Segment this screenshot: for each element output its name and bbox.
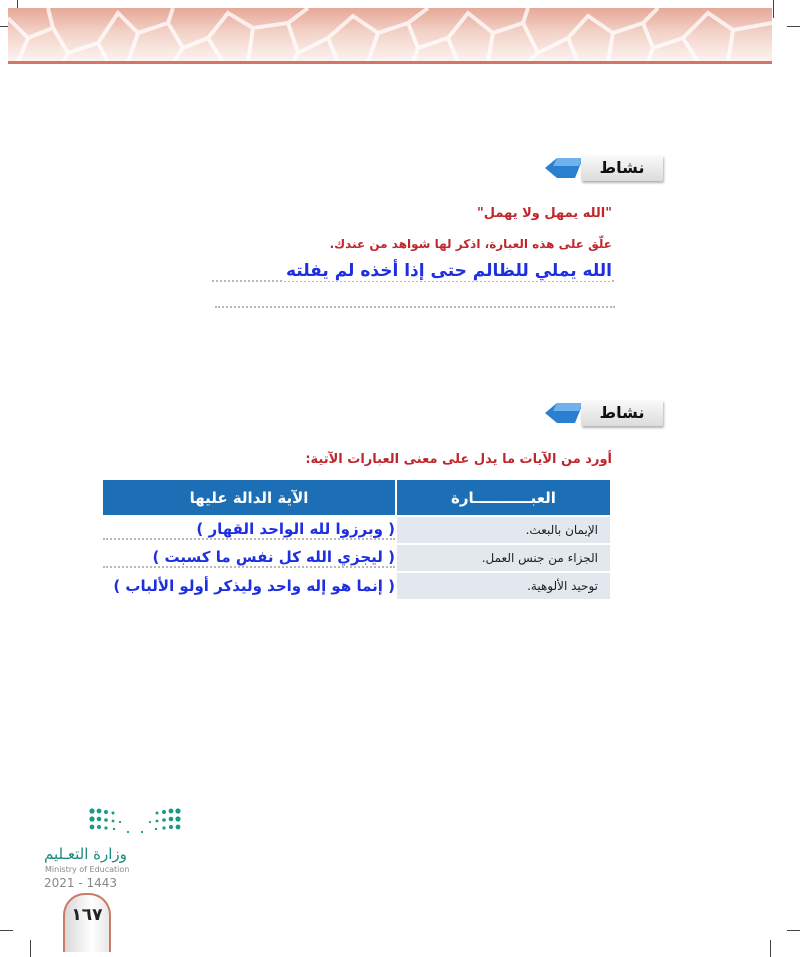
table-row <box>103 545 610 571</box>
activity-badge-label: نشاط <box>581 400 663 426</box>
page-number: ١٦٧ <box>71 905 103 925</box>
quote-text: "الله يمهل ولا يهمل" <box>477 206 612 221</box>
activity-badge <box>543 400 663 426</box>
ministry-name-ar: وزارة التعـليم <box>44 845 127 863</box>
blue-arrow-icon <box>545 403 583 423</box>
verse-cell <box>103 517 395 543</box>
column-header-verse: الآية الدالة عليها <box>103 480 395 515</box>
crop-mark <box>787 930 800 931</box>
table-row <box>103 573 610 599</box>
activity-badge <box>543 155 663 181</box>
crop-mark <box>770 940 771 957</box>
crop-mark <box>773 0 774 18</box>
phrase-cell: الإيمان بالبعث. <box>397 517 610 543</box>
crop-mark <box>0 930 13 931</box>
table-header-row <box>103 480 610 515</box>
verse-text: ( وبرزوا لله الواحد القهار ) <box>103 520 395 540</box>
instruction-text: علّق على هذه العبارة، اذكر لها شواهد من عندك. <box>329 237 612 251</box>
phrase-cell: الجزاء من جنس العمل. <box>397 545 610 571</box>
column-header-phrase: العبـــــــــــارة <box>397 480 610 515</box>
ministry-logo-icon <box>88 806 183 836</box>
verse-text: ( إنما هو إله واحد وليذكر أولو الألباب ) <box>113 577 395 595</box>
answer-line-2 <box>215 300 615 308</box>
answer-text: الله يملي للظالم حتى إذا أخذه لم يفلته <box>285 261 612 281</box>
crop-mark <box>787 26 800 27</box>
activity-badge-label: نشاط <box>581 155 663 181</box>
blue-arrow-icon <box>545 158 583 178</box>
edition-year: 2021 - 1443 <box>44 876 118 890</box>
verses-table <box>101 478 612 601</box>
verse-text: ( ليجزي الله كل نفس ما كسبت ) <box>103 548 395 568</box>
phrase-cell: توحيد الألوهية. <box>397 573 610 599</box>
crop-mark <box>30 940 31 957</box>
arabesque-pattern <box>8 8 772 62</box>
table-row <box>103 517 610 543</box>
ministry-name-en: Ministry of Education <box>45 865 130 874</box>
header-banner <box>8 8 772 62</box>
header-rule <box>8 61 772 64</box>
verse-cell <box>103 573 395 599</box>
verse-cell <box>103 545 395 571</box>
instruction-text: أورد من الآيات ما يدل على معنى العبارات الآتية: <box>305 452 612 467</box>
